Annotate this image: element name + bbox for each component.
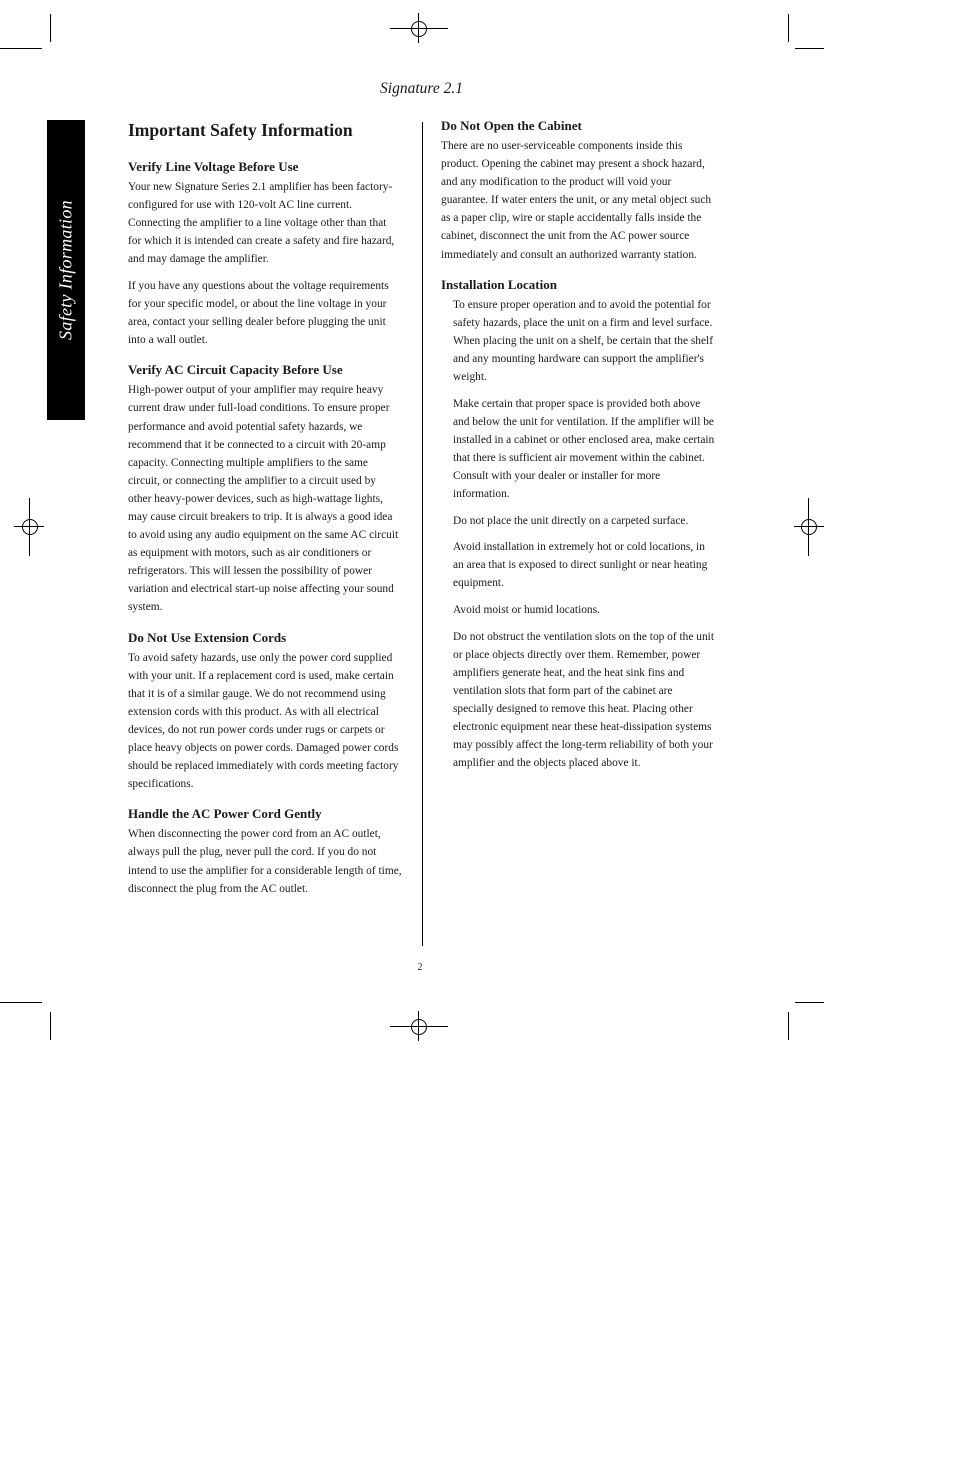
section-heading: Installation Location	[441, 276, 557, 292]
right-column	[441, 117, 715, 784]
crop-mark	[795, 1002, 824, 1003]
section-heading: Handle the AC Power Cord Gently	[128, 806, 322, 822]
section-power-cord	[128, 805, 402, 897]
body-paragraph: Avoid installation in extremely hot or cold locations, in an area that is exposed to direct sunlight or near heating equipment.	[453, 541, 708, 590]
section-heading: Verify AC Circuit Capacity Before Use	[128, 362, 343, 378]
side-tab-label: Safety Information	[55, 200, 76, 340]
section-heading: Do Not Open the Cabinet	[441, 118, 582, 133]
crop-mark	[0, 48, 42, 49]
section-circuit-capacity	[128, 361, 402, 616]
body-paragraph: Do not obstruct the ventilation slots on the top of the unit or place objects directly over them. Remember, power amplifiers generate heat, and the heat sink fins and ventilation slots that form part of the cabinet are specially designed to remove this heat. Placing other electronic equipment near these heat-dissipation systems may possibly affect the long-term reliability of both your amplifier and the objects placed above it.	[453, 630, 715, 770]
body-paragraph: High-power output of your amplifier may require heavy current draw under full-load conditions. To ensure proper performance and avoid potential safety hazards, we recommend that it be connected to a circuit with 20-amp capacity. Connecting multiple amplifiers to the same circuit, or connecting the amplifier to a circuit used by other heavy-power devices, such as high-wattage lights, may cause circuit breakers to trip. It is always a good idea to avoid using any audio equipment on the same AC circuit as equipment with motors, such as air conditioners or refrigerators. This will lessen the possibility of power variation and electrical start-up noise affecting your sound system.	[128, 384, 399, 614]
crop-mark	[0, 1002, 42, 1003]
body-paragraph: To ensure proper operation and to avoid the potential for safety hazards, place the unit on a firm and level surface. When placing the unit on a shelf, be certain that the shelf and any mounting hardware can support the amplifier's weight.	[453, 298, 713, 384]
body-paragraph: If you have any questions about the voltage requirements for your specific model, or about the line voltage in your area, contact your selling dealer before plugging the unit into a wall outlet.	[128, 279, 389, 347]
section-heading: Do Not Use Extension Cords	[128, 629, 287, 645]
body-paragraph: Your new Signature Series 2.1 amplifier has been factory-configured for use with 120-volt AC line current. Connecting the amplifier to a line voltage other than that for which it is intended can create a safety and fire hazard, and may damage the amplifier.	[128, 181, 395, 266]
body-paragraph: When disconnecting the power cord from an AC outlet, always pull the plug, never pull the cord. If you do not intend to use the amplifier for a considerable length of time, disconnect the plug from the AC outlet.	[128, 828, 402, 895]
section-side-tab	[47, 120, 85, 420]
body-paragraph: To avoid safety hazards, use only the power cord supplied with your unit. If a replacement cord is used, make certain that it is of a similar gauge. We do not recommend using extension cords with this product. As with all electrical devices, do not run power cords under rugs or carpets or place heavy objects on power cords. Damaged power cords should be replaced immediately with cords meeting factory specifications.	[128, 651, 399, 791]
crop-mark	[50, 14, 51, 42]
body-paragraph: Do not place the unit directly on a carpeted surface.	[453, 514, 689, 527]
page-number: 2	[417, 962, 423, 973]
crop-mark	[788, 14, 789, 42]
crop-mark	[795, 48, 824, 49]
section-installation-location	[441, 276, 715, 773]
section-heading: Verify Line Voltage Before Use	[128, 159, 299, 174]
body-paragraph: Make certain that proper space is provided both above and below the unit for ventilation. If the amplifier will be installed in a cabinet or other enclosed area, make certain that there is sufficient air movement within the cabinet. Consult with your dealer or installer for more information.	[453, 397, 715, 501]
crop-mark	[50, 1012, 51, 1040]
section-open-cabinet	[441, 117, 715, 264]
left-column	[128, 117, 402, 910]
body-paragraph: Avoid moist or humid locations.	[453, 604, 600, 617]
body-paragraph: There are no user-serviceable components inside this product. Opening the cabinet may present a shock hazard, and any modification to the product will void your guarantee. If water enters the unit, or any metal object such as a paper clip, wire or staple accidentally falls inside the cabinet, disconnect the unit from the AC power source immediately and consult an authorized warranty station.	[441, 140, 712, 261]
crop-mark	[788, 1012, 789, 1040]
page-title: Important Safety Information	[128, 120, 353, 140]
column-divider	[422, 122, 423, 946]
section-line-voltage	[128, 158, 402, 349]
section-extension-cords	[128, 629, 402, 794]
running-header: Signature 2.1	[380, 80, 463, 97]
